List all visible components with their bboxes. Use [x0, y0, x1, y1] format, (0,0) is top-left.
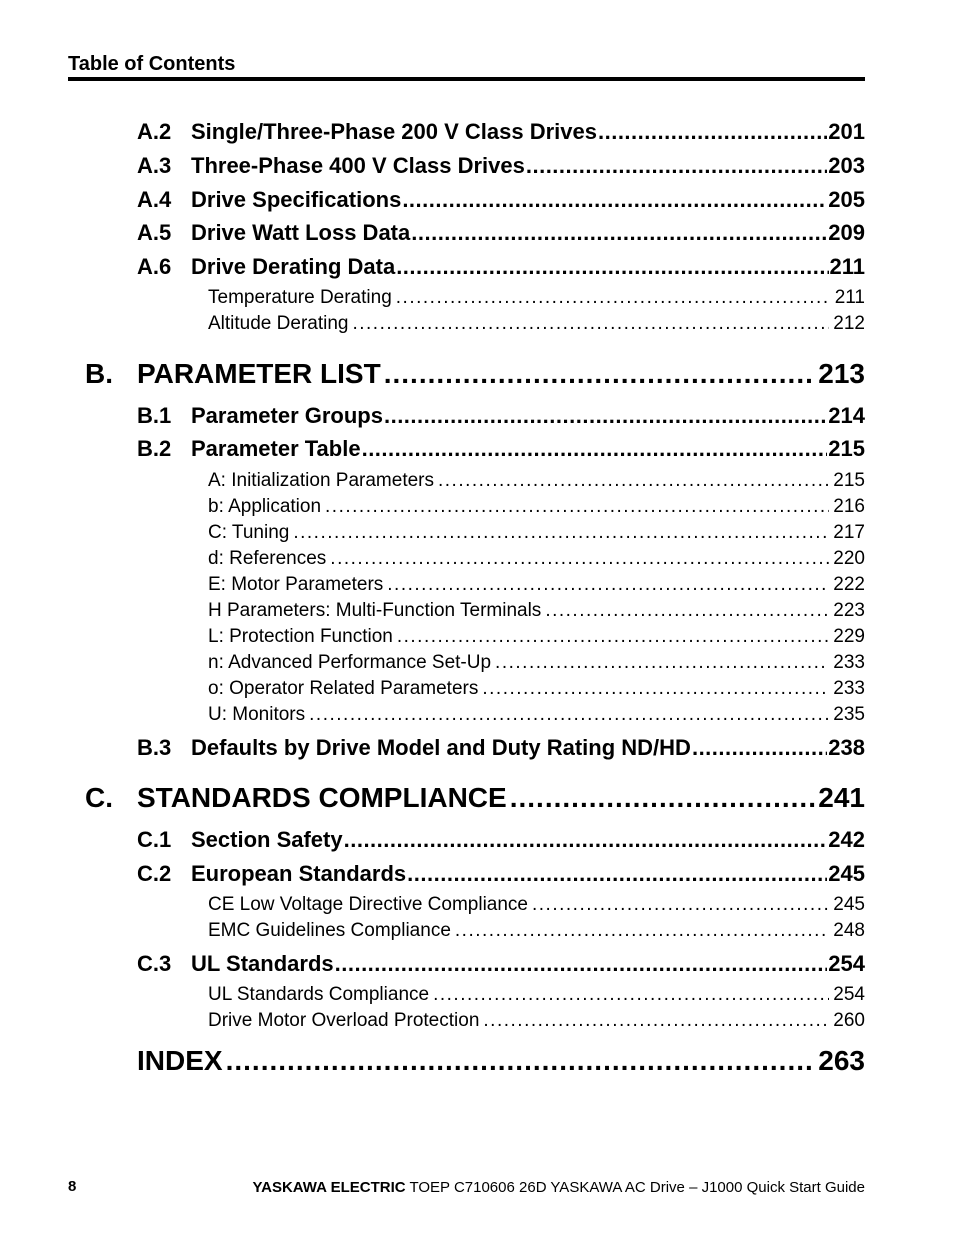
toc-entry-page: 260	[833, 1010, 865, 1031]
toc-entry[interactable]	[208, 625, 865, 649]
toc-entry[interactable]	[208, 469, 865, 493]
toc-dot-leader	[482, 677, 829, 701]
toc-dot-leader	[396, 286, 831, 310]
toc-entry-title: Single/Three-Phase 200 V Class Drives	[191, 119, 597, 144]
toc-dot-leader	[402, 186, 827, 214]
toc-entry-page: 209	[828, 220, 865, 245]
toc-entry-page: 215	[828, 436, 865, 461]
toc-dot-leader	[532, 893, 829, 917]
toc-entry[interactable]	[137, 1044, 865, 1078]
toc-entry-number: B.3	[137, 735, 172, 760]
toc-entry-title: INDEX	[137, 1045, 223, 1076]
toc-entry-title: Drive Specifications	[191, 187, 402, 212]
toc-entry-page: 233	[833, 678, 865, 699]
toc-entry-title: STANDARDS COMPLIANCE	[137, 782, 507, 813]
toc-entry-title: d: References	[208, 548, 327, 569]
toc-entry-title: Parameter Table	[191, 436, 361, 461]
toc-entry-title: U: Monitors	[208, 704, 306, 725]
toc-entry-page: 203	[828, 153, 865, 178]
toc-entry-number: A.6	[137, 254, 172, 279]
toc-entry-title: Temperature Derating	[208, 287, 392, 308]
toc-entry-title: Drive Derating Data	[191, 254, 396, 279]
toc-entry[interactable]	[137, 860, 865, 888]
toc-entry-number: A.5	[137, 220, 172, 245]
toc-entry[interactable]	[208, 893, 865, 917]
toc-dot-leader	[309, 703, 829, 727]
toc-entry-page: 220	[833, 548, 865, 569]
toc-dot-leader	[407, 860, 827, 888]
toc-dot-leader	[411, 219, 827, 247]
toc-entry-page: 211	[834, 287, 865, 308]
toc-entry[interactable]	[137, 435, 865, 463]
toc-entry-page: 217	[833, 522, 865, 543]
toc-entry[interactable]	[137, 734, 865, 762]
toc-entry[interactable]	[137, 826, 865, 854]
toc-entry[interactable]	[208, 1009, 865, 1033]
toc-entry-page: 241	[818, 782, 865, 813]
toc-entry-page: 254	[828, 951, 865, 976]
toc-entry-page: 254	[833, 984, 865, 1005]
toc-entry-title: Section Safety	[191, 827, 343, 852]
toc-entry-page: 229	[833, 626, 865, 647]
toc-entry[interactable]	[137, 219, 865, 247]
toc-entry-title: European Standards	[191, 861, 407, 886]
toc-entry-title: Altitude Derating	[208, 313, 349, 334]
toc-entry-page: 222	[833, 574, 865, 595]
toc-entry-number: B.	[85, 358, 113, 389]
toc-entry-title: Parameter Groups	[191, 403, 383, 428]
toc-entry-page: 216	[833, 496, 865, 517]
toc-entry[interactable]	[208, 573, 865, 597]
toc-dot-leader	[335, 950, 828, 978]
toc-entry[interactable]	[208, 703, 865, 727]
toc-entry[interactable]	[137, 950, 865, 978]
toc-entry-title: L: Protection Function	[208, 626, 393, 647]
toc-entry[interactable]	[208, 651, 865, 675]
toc-entry-title: UL Standards Compliance	[208, 984, 430, 1005]
toc-dot-leader	[526, 152, 827, 180]
toc-entry-title: b: Application	[208, 496, 322, 517]
toc-entry-page: 245	[828, 861, 865, 886]
toc-dot-leader	[384, 402, 827, 430]
toc-entry-title: CE Low Voltage Directive Compliance	[208, 894, 528, 915]
toc-entry[interactable]	[208, 547, 865, 571]
toc-entry[interactable]	[137, 253, 865, 281]
toc-entry-page: 215	[833, 470, 865, 491]
toc-dot-leader	[352, 312, 829, 336]
toc-entry[interactable]	[85, 781, 865, 815]
toc-entry-title: Three-Phase 400 V Class Drives	[191, 153, 525, 178]
toc-dot-leader	[293, 521, 829, 545]
toc-entry-title: Drive Motor Overload Protection	[208, 1010, 480, 1031]
toc-entry-page: 245	[833, 894, 865, 915]
toc-entry-page: 233	[833, 652, 865, 673]
toc-entry-title: H Parameters: Multi-Function Terminals	[208, 600, 542, 621]
toc-entry-number: A.4	[137, 187, 172, 212]
toc-dot-leader	[495, 651, 829, 675]
toc-dot-leader	[397, 625, 829, 649]
toc-entry-title: A: Initialization Parameters	[208, 470, 434, 491]
header-rule	[68, 77, 865, 81]
toc-entry[interactable]	[137, 118, 865, 146]
footer-page-number: 8	[68, 1178, 77, 1195]
toc-dot-leader	[438, 469, 829, 493]
toc-entry[interactable]	[137, 186, 865, 214]
toc-dot-leader	[455, 919, 829, 943]
toc-dot-leader	[483, 1009, 829, 1033]
toc-entry-page: 201	[828, 119, 865, 144]
toc-entry-title: C: Tuning	[208, 522, 290, 543]
toc-entry-number: A.3	[137, 153, 172, 178]
toc-entry-title: n: Advanced Performance Set-Up	[208, 652, 492, 673]
toc-dot-leader	[330, 547, 829, 571]
toc-dot-leader	[692, 734, 827, 762]
toc-entry-title: EMC Guidelines Compliance	[208, 920, 451, 941]
toc-dot-leader	[598, 118, 827, 146]
toc-entry-page: 223	[833, 600, 865, 621]
toc-dot-leader	[362, 435, 828, 463]
toc-entry[interactable]	[137, 152, 865, 180]
toc-entry[interactable]	[208, 599, 865, 623]
toc-entry[interactable]	[137, 402, 865, 430]
toc-entry-number: C.3	[137, 951, 172, 976]
toc-entry-title: Drive Watt Loss Data	[191, 220, 411, 245]
toc-dot-leader	[396, 253, 828, 281]
toc-dot-leader	[325, 495, 829, 519]
toc-entry-page: 213	[818, 358, 865, 389]
toc-entry[interactable]	[208, 983, 865, 1007]
toc-entry[interactable]	[208, 312, 865, 336]
toc-entry-number: A.2	[137, 119, 172, 144]
toc-entry-number: C.2	[137, 861, 172, 886]
toc-entry[interactable]	[208, 495, 865, 519]
toc-entry-page: 263	[818, 1045, 865, 1076]
toc-entry-title: Defaults by Drive Model and Duty Rating ND/HD	[191, 735, 691, 760]
toc-entry-title: PARAMETER LIST	[137, 358, 381, 389]
toc-entry[interactable]	[85, 357, 865, 391]
toc-entry-number: C.	[85, 782, 113, 813]
toc-entry-page: 205	[828, 187, 865, 212]
toc-dot-leader	[545, 599, 829, 623]
toc-entry[interactable]	[208, 677, 865, 701]
toc-dot-leader	[384, 357, 816, 391]
toc-dot-leader	[510, 781, 816, 815]
toc-dot-leader	[226, 1044, 816, 1078]
footer-document-title: TOEP C710606 26D YASKAWA AC Drive – J1000 Quick Start Guide	[409, 1179, 865, 1196]
toc-entry-number: B.1	[137, 403, 172, 428]
footer-document-info	[253, 1179, 866, 1197]
toc-dot-leader	[433, 983, 829, 1007]
toc-entry-page: 214	[828, 403, 865, 428]
footer-brand: YASKAWA ELECTRIC	[252, 1179, 406, 1196]
toc-entry-number: B.2	[137, 436, 172, 461]
toc-entry-title: o: Operator Related Parameters	[208, 678, 479, 699]
toc-entry-page: 235	[833, 704, 865, 725]
toc-entry[interactable]	[208, 286, 865, 310]
toc-entry-page: 242	[828, 827, 865, 852]
toc-entry-page: 212	[833, 313, 865, 334]
running-header-title: Table of Contents	[68, 53, 236, 75]
toc-entry-title: E: Motor Parameters	[208, 574, 384, 595]
toc-entry-title: UL Standards	[191, 951, 334, 976]
toc-entry-page: 248	[833, 920, 865, 941]
toc-entry[interactable]	[208, 521, 865, 545]
toc-entry-page: 238	[828, 735, 865, 760]
toc-dot-leader	[387, 573, 829, 597]
toc-entry[interactable]	[208, 919, 865, 943]
toc-entry-page: 211	[829, 254, 865, 279]
toc-entry-number: C.1	[137, 827, 172, 852]
toc-dot-leader	[344, 826, 828, 854]
